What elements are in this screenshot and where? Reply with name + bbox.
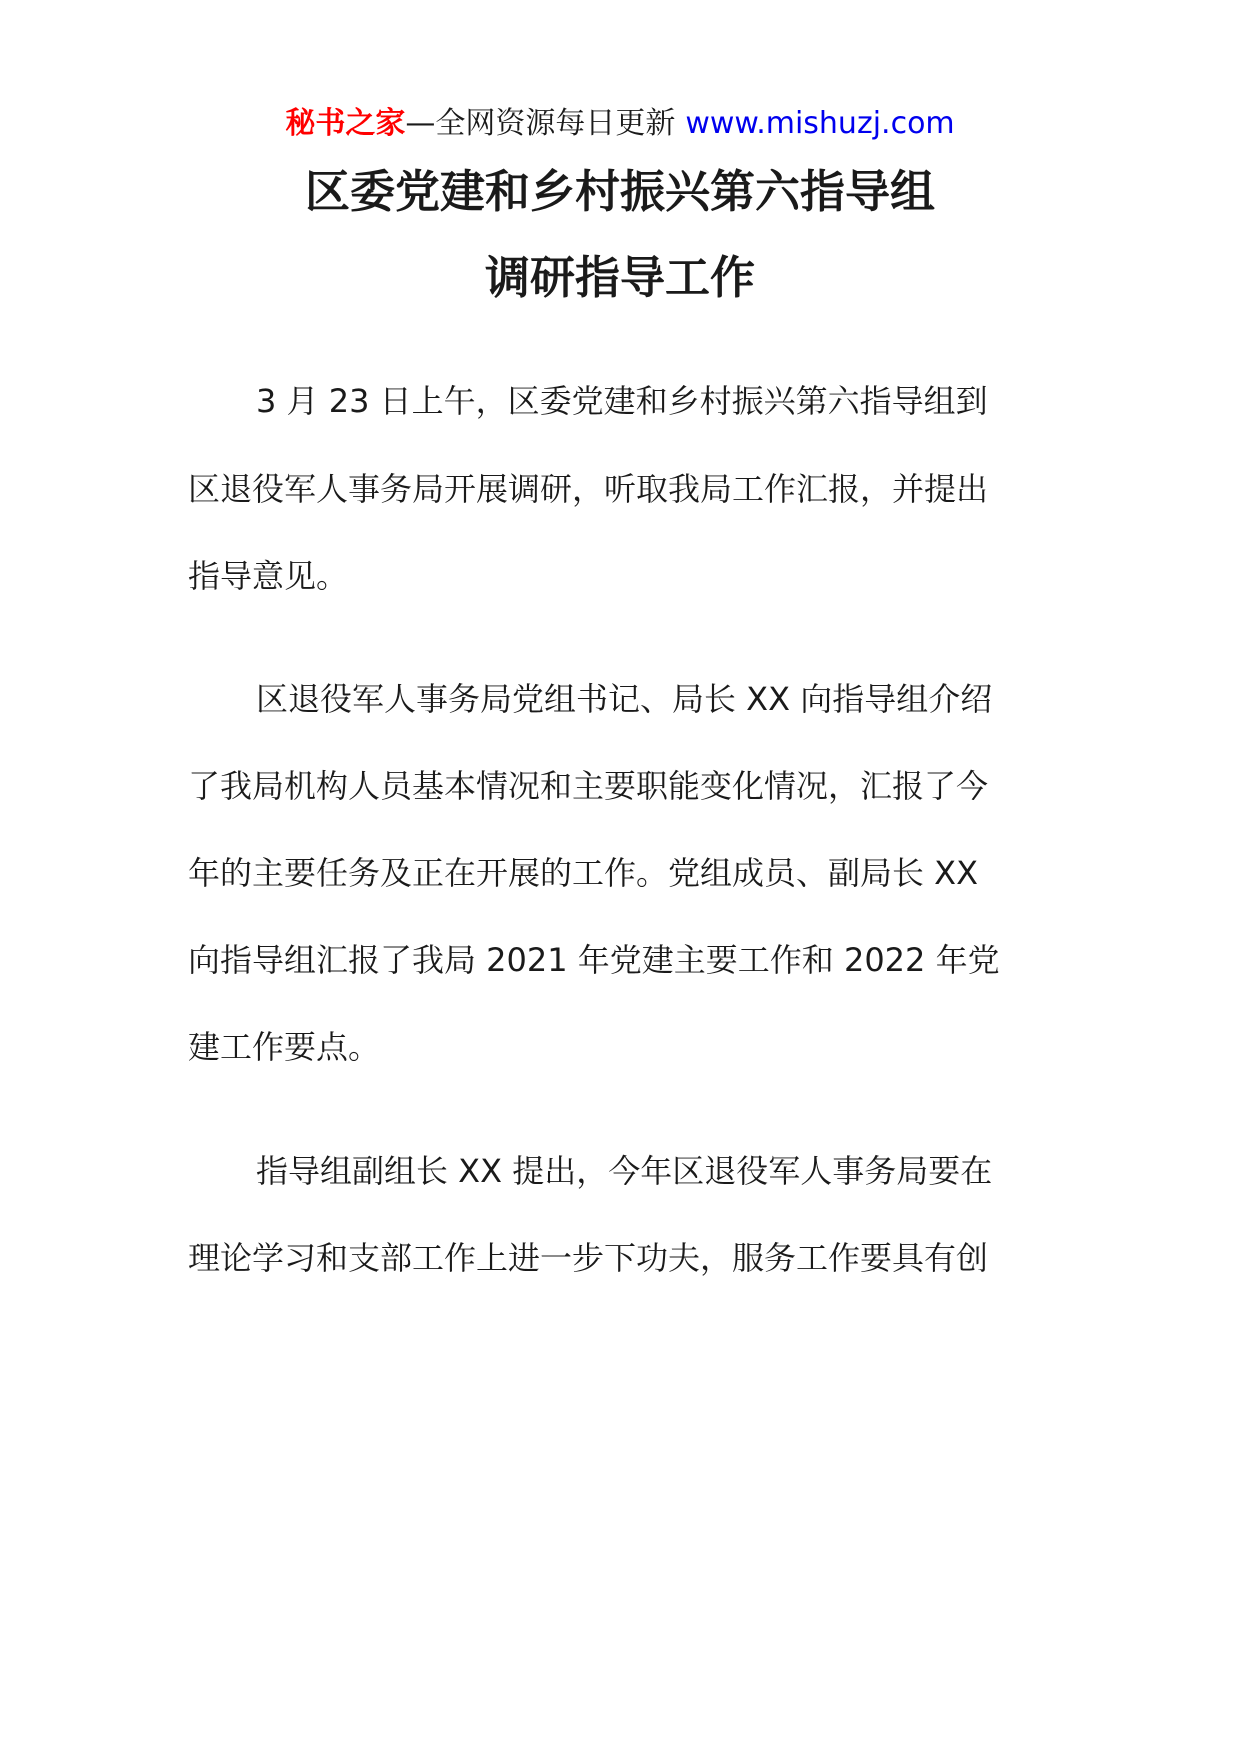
header-tagline: —全网资源每日更新 — [405, 106, 676, 141]
site-url-link[interactable]: www.mishuzj.com — [685, 106, 955, 141]
paragraph-2-line-1: 区退役军人事务局党组书记、局长 XX 向指导组介绍 — [256, 680, 993, 718]
paragraph-3-line-2: 理论学习和支部工作上进一步下功夫，服务工作要具有创 — [188, 1239, 989, 1277]
brand-name: 秘书之家 — [285, 106, 406, 141]
document-title-line-2: 调研指导工作 — [484, 251, 755, 304]
paragraph-3-line-1: 指导组副组长 XX 提出，今年区退役军人事务局要在 — [256, 1152, 993, 1190]
paragraph-1-line-3: 指导意见。 — [188, 557, 349, 595]
paragraph-2-line-2: 了我局机构人员基本情况和主要职能变化情况，汇报了今 — [188, 767, 989, 805]
paragraph-1-line-1: 3 月 23 日上午，区委党建和乡村振兴第六指导组到 — [256, 382, 988, 420]
paragraph-2-line-3: 年的主要任务及正在开展的工作。党组成员、副局长 XX — [188, 854, 979, 892]
paragraph-2-line-5: 建工作要点。 — [188, 1028, 381, 1066]
paragraph-1-line-2: 区退役军人事务局开展调研，听取我局工作汇报，并提出 — [188, 470, 989, 508]
site-header — [0, 100, 1240, 148]
paragraph-2-line-4: 向指导组汇报了我局 2021 年党建主要工作和 2022 年党 — [188, 941, 1000, 979]
document-title-line-1: 区委党建和乡村振兴第六指导组 — [304, 165, 935, 218]
